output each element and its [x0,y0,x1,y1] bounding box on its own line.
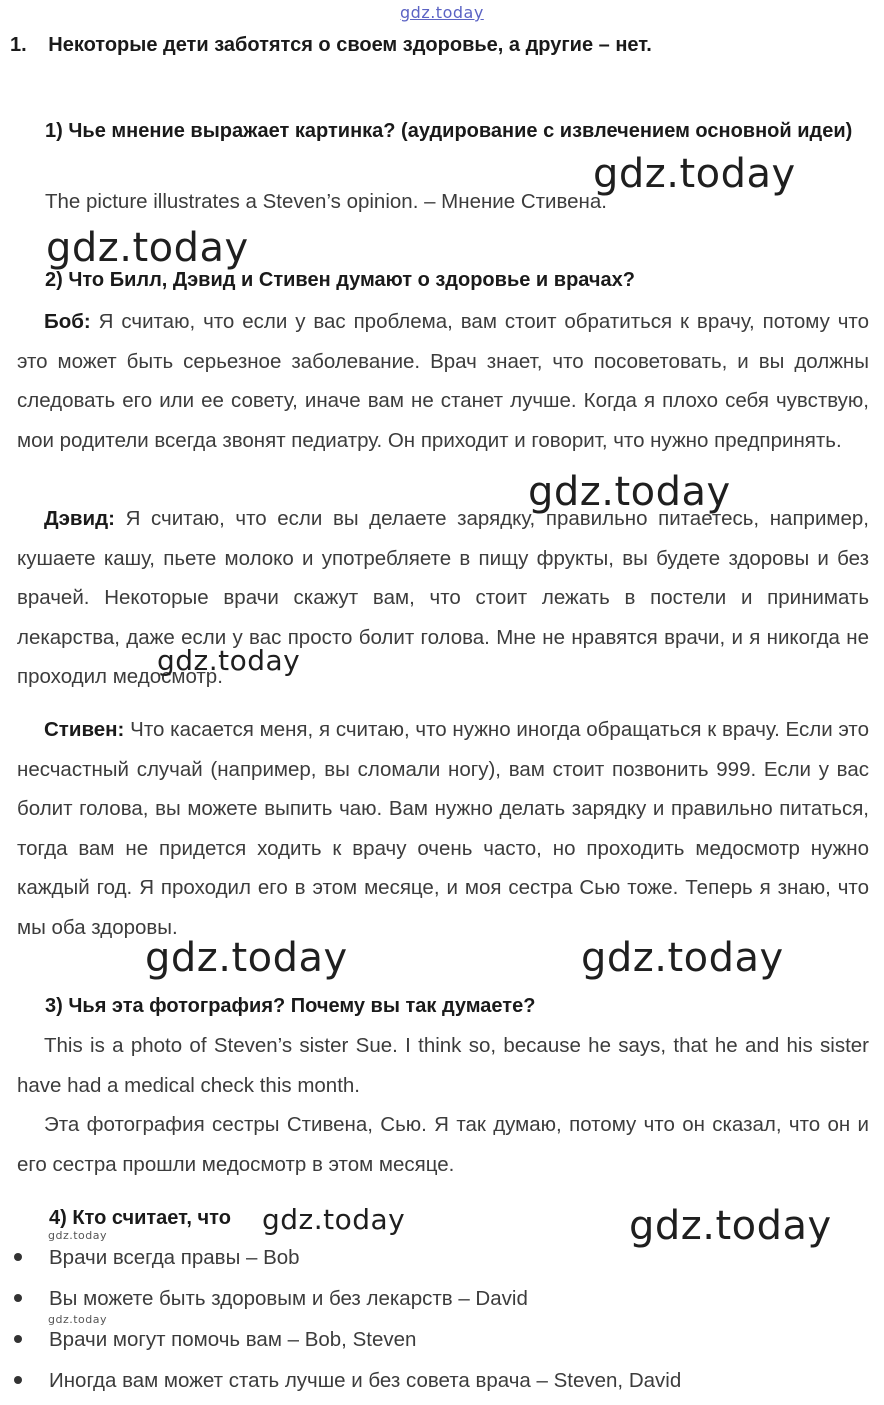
david-paragraph [17,499,869,697]
task-title: Некоторые дети заботятся о своем здоровье, а другие – нет. [48,34,652,56]
question-1-answer: The picture illustrates a Steven’s opinion. – Мнение Стивена. [45,190,607,213]
bob-paragraph [17,302,869,460]
question-1-label [45,112,869,151]
bob-name: Боб: [44,310,91,333]
bullet-icon [14,1376,22,1384]
watermark: gdz.today [629,1203,832,1249]
question-3-answer-ru: Эта фотография сестры Стивена, Сью. Я так думаю, потому что он сказал, что он и его сестра прошли медосмотр в этом месяце. [17,1113,869,1176]
watermark: gdz.today [145,935,348,981]
list-item [14,1287,528,1311]
list-item [14,1246,300,1270]
question-3-label: 3) Чья эта фотография? Почему вы так думаете? [45,995,536,1017]
bob-text: Я считаю, что если у вас проблема, вам стоит обратиться к врачу, потому что это может быть серьезное заболевание. Врач знает, что посоветовать, и вы должны следовать его или ее совету, иначе вам не станет лучше. Когда я плохо себя чувствую, мои родители всегда звонят педиатру. Он приходит и говорит, что нужно предпринять. [17,310,869,452]
watermark: gdz.today [48,1313,108,1326]
task-heading [10,34,652,57]
watermark: gdz.today [48,1229,108,1242]
list-item-text: Иногда вам может стать лучше и без совета врача – Steven, David [49,1369,682,1392]
bullet-icon [14,1294,22,1302]
list-item-text: Врачи всегда правы – Bob [49,1246,300,1269]
watermark: gdz.today [593,151,796,197]
david-text: Я считаю, что если вы делаете зарядку, правильно питаетесь, например, кушаете кашу, пьете молоко и употребляете в пищу фрукты, вы будете здоровы и без врачей. Некоторые врачи скажут вам, что стоит лежать в постели и принимать лекарства, даже если у вас просто болит голова. Мне не нравятся врачи, и я никогда не проходил медосмотр. [17,507,869,688]
list-item-text: Вы можете быть здоровым и без лекарств – David [49,1287,528,1310]
list-item [14,1328,416,1352]
question-1-text: 1) Чье мнение выражает картинка? (аудирование с извлечением основной идеи) [45,120,853,142]
watermark: gdz.today [528,469,731,515]
steven-name: Стивен: [44,718,125,741]
list-item-text: Врачи могут помочь вам – Bob, Steven [49,1328,417,1351]
steven-text: Что касается меня, я считаю, что нужно иногда обращаться к врачу. Если это несчастный случай (например, вы сломали ногу), вам стоит позвонить 999. Если у вас болит голова, вы можете выпить чаю. Вам нужно делать зарядку и правильно питаться, тогда вам не придется ходить к врачу очень часто, но проходить медосмотр нужно каждый год. Я проходил его в этом месяце, и моя сестра Сью тоже. Теперь я знаю, что мы оба здоровы. [17,718,869,939]
question-3-answer-en: This is a photo of Steven’s sister Sue. I think so, because he says, that he and his sister have had a medical check this month. [17,1034,869,1097]
watermark: gdz.today [581,935,784,981]
david-name: Дэвид: [44,507,115,530]
question-2-label: 2) Что Билл, Дэвид и Стивен думают о здоровье и врачах? [45,269,635,291]
watermark-top[interactable]: gdz.today [400,3,484,22]
watermark: gdz.today [157,644,301,677]
watermark: gdz.today [46,225,249,271]
question-4-label: 4) Кто считает, что [49,1207,231,1229]
list-item [14,1369,681,1393]
bullet-icon [14,1253,22,1261]
steven-paragraph [17,710,869,947]
task-number: 1. [10,34,27,56]
watermark: gdz.today [262,1203,406,1236]
bullet-icon [14,1335,22,1343]
